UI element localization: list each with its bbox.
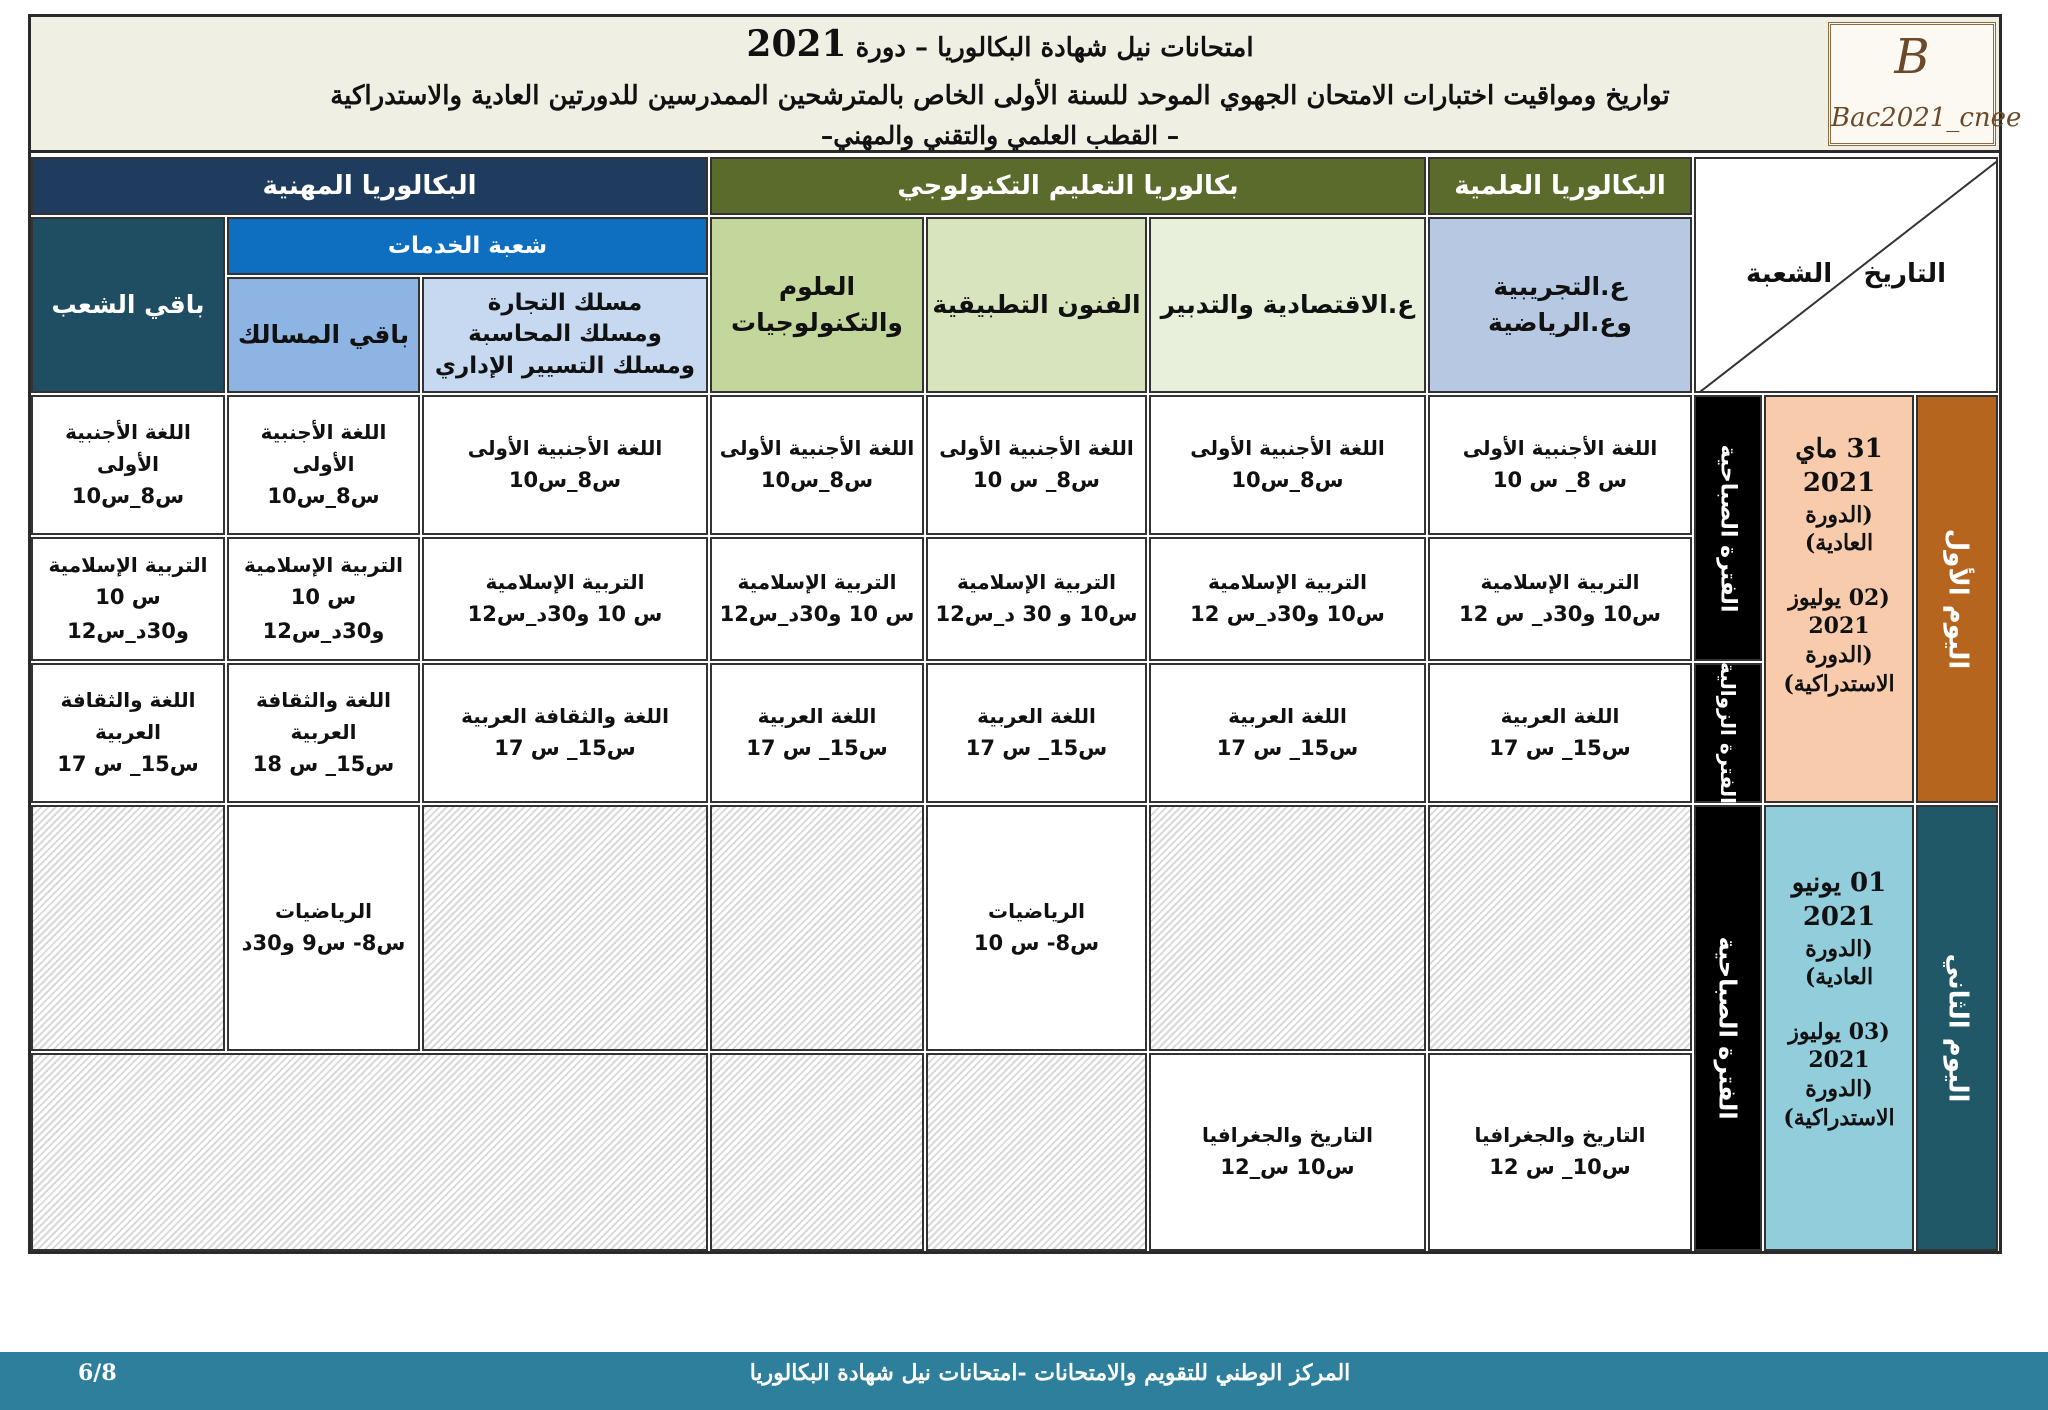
- r2-b4: [710, 537, 924, 661]
- subject-name: اللغة الأجنبية الأولى: [65, 420, 191, 477]
- date-line: 31 ماي: [1795, 434, 1883, 464]
- subject-name: التربية الإسلامية: [1207, 570, 1367, 595]
- r5-b4-empty: [710, 1053, 924, 1251]
- date-spacer: [1766, 558, 1912, 584]
- footer-title: المركز الوطني للتقويم والامتحانات -امتحانات نيل شهادة البكالوريا: [749, 1360, 1351, 1386]
- r5-b3-empty: [926, 1053, 1147, 1251]
- branch-label: مسلك التجارة: [487, 290, 643, 317]
- subject-time: س 10 و30د_س12: [467, 602, 663, 627]
- r3-b4: [710, 663, 924, 803]
- branch-label: ع.التجريبية: [1493, 271, 1627, 301]
- subject-time: س10 و30د_س 12: [1190, 602, 1385, 627]
- r2-b5: [422, 537, 708, 661]
- subject-name: الرياضيات: [988, 899, 1085, 924]
- day1-label: [1916, 395, 1998, 803]
- r3-b3: [926, 663, 1147, 803]
- branch-label: والتكنولوجيات: [731, 308, 903, 337]
- branch-label: ومسلك التسيير الإداري: [434, 352, 696, 379]
- corner-diagonal: [1696, 159, 1998, 393]
- r3-b7: [31, 663, 225, 803]
- subject-time: س15_ س 17: [965, 736, 1108, 761]
- subject-time: س8_س10: [71, 484, 185, 509]
- r4-b1-empty: [1428, 805, 1692, 1051]
- r3-b2: [1149, 663, 1426, 803]
- subject-time: س8- س 10: [973, 931, 1100, 956]
- r2-b7: [31, 537, 225, 661]
- services-header: شعبة الخدمات: [227, 217, 708, 275]
- branch-other-streams: باقي الشعب: [31, 217, 225, 393]
- track-technological: بكالوريا التعليم التكنولوجي: [710, 157, 1426, 215]
- r4-b5-empty: [422, 805, 708, 1051]
- date-line: العادية): [1804, 964, 1874, 991]
- subject-name: اللغة الأجنبية الأولى: [260, 420, 387, 477]
- header-text: [211, 17, 1789, 153]
- subject-time: س10_ س 12: [1489, 1155, 1631, 1180]
- date-line: الاستدراكية): [1783, 670, 1895, 697]
- r2-b1: [1428, 537, 1692, 661]
- date-line: 2021: [1808, 613, 1870, 640]
- r1-b1: [1428, 395, 1692, 535]
- document-header: [31, 17, 2022, 153]
- period-text: الفترة الزوالية: [1716, 661, 1740, 805]
- subject-time: س10 س_12: [1220, 1155, 1355, 1180]
- subject-name: اللغة العربية: [1228, 704, 1347, 729]
- subject-name: التربية الإسلامية: [48, 553, 208, 578]
- r4-b2-empty: [1149, 805, 1426, 1051]
- r4-b6: [227, 805, 420, 1051]
- date-line: (03 يوليوز: [1788, 1018, 1890, 1045]
- subject-time: س15_ س 18: [252, 752, 395, 777]
- r3-b1: [1428, 663, 1692, 803]
- r4-b7-empty: [31, 805, 225, 1051]
- period-text: الفترة الصباحية: [1715, 444, 1741, 612]
- subject-time: س8_ س 10: [973, 468, 1100, 493]
- r4-b4-empty: [710, 805, 924, 1051]
- track-scientific: البكالوريا العلمية: [1428, 157, 1692, 215]
- subject-time: س8_س10: [760, 468, 874, 493]
- subject-time: س 8_ س 10: [1492, 468, 1628, 493]
- branch-label: وع.الرياضية: [1488, 308, 1632, 337]
- subject-name: التاريخ والجغرافيا: [1201, 1123, 1373, 1148]
- date-line: 2021: [1802, 901, 1876, 932]
- branch-label: العلوم: [778, 271, 856, 301]
- r5-b2: [1149, 1053, 1426, 1251]
- subject-time: س15_ س 17: [1489, 736, 1631, 761]
- r5-b1: [1428, 1053, 1692, 1251]
- track-professional: البكالوريا المهنية: [31, 157, 708, 215]
- r2-b2: [1149, 537, 1426, 661]
- date-line: 2021: [1802, 467, 1876, 498]
- day1-label-text: اليوم الأول: [1942, 528, 1973, 670]
- r1-b5: [422, 395, 708, 535]
- r2-b6: [227, 537, 420, 661]
- corner-header: [1694, 157, 1998, 393]
- r1-b3: [926, 395, 1147, 535]
- subject-time: س 10 و30د_س12: [719, 602, 915, 627]
- branch-commerce-accounting: [422, 277, 708, 393]
- day2-morning-period: [1694, 805, 1762, 1251]
- subject-time: س 10 و30د_س12: [262, 585, 385, 643]
- subject-name: التاريخ والجغرافيا: [1474, 1123, 1646, 1148]
- day1-afternoon-period: [1694, 663, 1762, 803]
- corner-branch-label: الشعبة: [1746, 259, 1833, 289]
- subject-time: س15_ س 17: [57, 752, 199, 777]
- subject-name: اللغة الأجنبية الأولى: [1462, 436, 1658, 461]
- subject-name: التربية الإسلامية: [243, 553, 403, 578]
- r3-b5: [422, 663, 708, 803]
- subject-name: اللغة الأجنبية الأولى: [719, 436, 915, 461]
- subject-name: اللغة العربية: [977, 704, 1096, 729]
- subject-time: س10 و 30 د_س12: [935, 602, 1138, 627]
- subject-time: س8_س10: [508, 468, 622, 493]
- r1-b4: [710, 395, 924, 535]
- date-line: (الدورة: [1805, 501, 1873, 528]
- date-line: 2021: [1808, 1047, 1870, 1074]
- date-line: الاستدراكية): [1783, 1104, 1895, 1131]
- date-line: (الدورة: [1805, 641, 1873, 668]
- r1-b6: [227, 395, 420, 535]
- subject-name: اللغة العربية: [757, 704, 877, 729]
- r2-b3: [926, 537, 1147, 661]
- subject-name: اللغة الأجنبية الأولى: [939, 436, 1134, 461]
- subject-time: س15_ س 17: [1216, 736, 1359, 761]
- subject-time: س8- س9 و30د: [241, 931, 406, 956]
- date-line: (الدورة: [1805, 935, 1873, 962]
- date-line: العادية): [1804, 530, 1874, 557]
- logo-text: Bac2021_cnee: [1831, 103, 2022, 133]
- header-subtitle: تواريخ ومواقيت اختبارات الامتحان الجهوي الموحد للسنة الأولى الخاص بالمترشحين الممدرسين للدورتين العادية والاستدراكية: [330, 81, 1670, 111]
- day2-date: [1764, 805, 1914, 1251]
- day1-morning-period: [1694, 395, 1762, 661]
- r3-b6: [227, 663, 420, 803]
- subject-name: اللغة والثقافة العربية: [60, 688, 196, 745]
- branch-experimental-math: [1428, 217, 1692, 393]
- r1-b7: [31, 395, 225, 535]
- r1-b2: [1149, 395, 1426, 535]
- branch-other-tracks: باقي المسالك: [227, 277, 420, 393]
- period-text: الفترة الصباحية: [1714, 936, 1743, 1120]
- branch-economics: ع.الاقتصادية والتدبير: [1149, 217, 1426, 393]
- subject-time: س15_ س 17: [746, 736, 888, 761]
- branch-applied-arts: الفنون التطبيقية: [926, 217, 1147, 393]
- date-spacer: [1766, 992, 1912, 1018]
- subject-name: التربية الإسلامية: [956, 570, 1116, 595]
- day2-label: [1916, 805, 1998, 1251]
- date-line: (02 يوليوز: [1788, 584, 1890, 611]
- subject-name: الرياضيات: [275, 899, 372, 924]
- subject-time: س8_س10: [267, 484, 380, 509]
- header-title-text: امتحانات نيل شهادة البكالوريا – دورة: [855, 33, 1254, 63]
- day2-label-text: اليوم الثاني: [1942, 953, 1973, 1103]
- subject-name: اللغة العربية: [1500, 704, 1620, 729]
- subject-name: التربية الإسلامية: [485, 570, 645, 595]
- day1-date: [1764, 395, 1914, 803]
- header-year: 2021: [746, 23, 847, 65]
- bac-logo: [1828, 22, 2022, 146]
- subject-time: س15_ س 17: [494, 736, 636, 761]
- page-number: 6/8: [78, 1360, 117, 1386]
- subject-name: التربية الإسلامية: [1480, 570, 1640, 595]
- subject-name: التربية الإسلامية: [737, 570, 897, 595]
- subject-time: س8_س10: [1231, 468, 1344, 493]
- date-line: (الدورة: [1805, 1075, 1873, 1102]
- corner-date-label: التاريخ: [1863, 259, 1946, 289]
- subject-name: اللغة والثقافة العربية: [461, 704, 669, 729]
- header-title: [211, 23, 1789, 65]
- r4-b3: [926, 805, 1147, 1051]
- subject-time: س10 و30د_ س 12: [1459, 602, 1661, 627]
- subject-name: اللغة والثقافة العربية: [256, 688, 391, 745]
- page-footer: [0, 1352, 2048, 1410]
- subject-time: س 10 و30د_س12: [67, 585, 189, 643]
- header-pole: – القطب العلمي والتقني والمهني–: [820, 121, 1180, 150]
- branch-sciences-technologies: [710, 217, 924, 393]
- r5-professional-empty: [31, 1053, 708, 1251]
- subject-name: اللغة الأجنبية الأولى: [1190, 436, 1385, 461]
- logo-mark: B: [1894, 29, 1930, 85]
- branch-label: ومسلك المحاسبة: [468, 321, 662, 348]
- date-line: 01 يونيو: [1791, 868, 1887, 898]
- subject-name: اللغة الأجنبية الأولى: [467, 436, 663, 461]
